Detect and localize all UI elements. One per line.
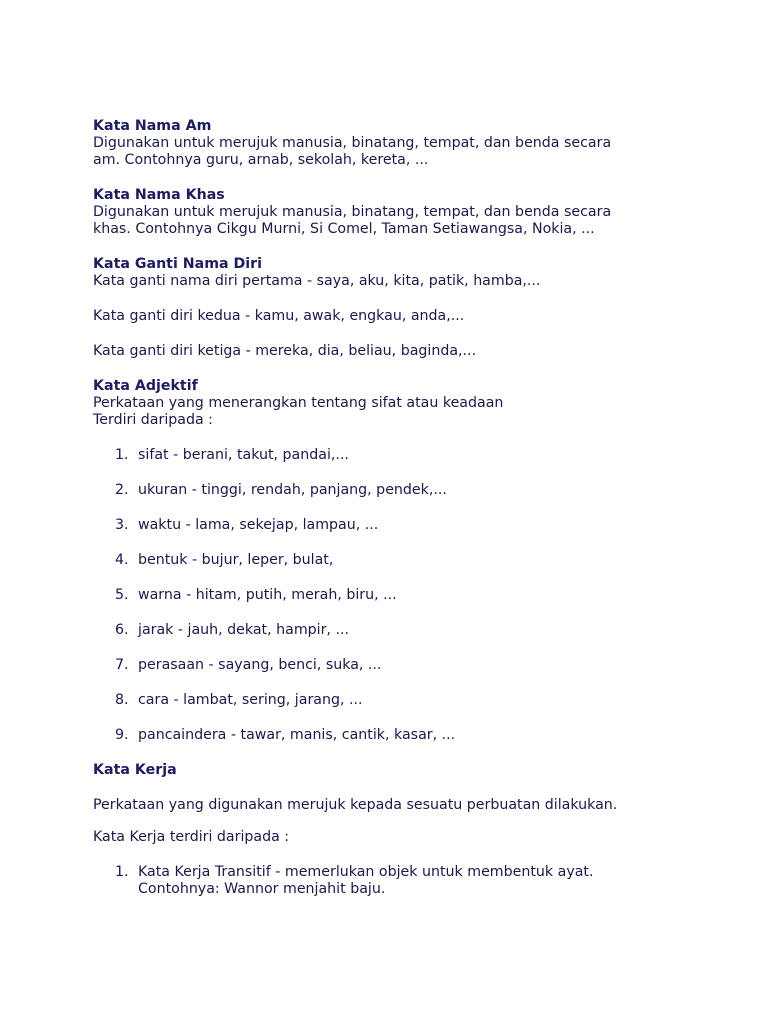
nama-khas-line-2: khas. Contohnya Cikgu Murni, Si Comel, Taman Setiawangsa, Nokia, ... xyxy=(93,221,595,237)
kerja-description: Perkataan yang digunakan merujuk kepada sesuatu perbuatan dilakukan. xyxy=(93,797,618,813)
list-item xyxy=(93,517,733,534)
document-page xyxy=(93,118,733,898)
list-number: 2. xyxy=(115,482,129,498)
list-item-text: bentuk - bujur, leper, bulat, xyxy=(138,552,334,568)
ganti-diri-ketiga: Kata ganti diri ketiga - mereka, dia, beliau, baginda,... xyxy=(93,343,477,359)
list-item-text: waktu - lama, sekejap, lampau, ... xyxy=(138,517,379,533)
heading-kata-nama-khas: Kata Nama Khas xyxy=(93,187,225,203)
adjektif-intro: Terdiri daripada : xyxy=(93,412,213,428)
nama-am-line-1: Digunakan untuk merujuk manusia, binatang, tempat, dan benda secara xyxy=(93,135,612,151)
list-item-text-line-2: Contohnya: Wannor menjahit baju. xyxy=(138,881,386,897)
list-item-text: perasaan - sayang, benci, suka, ... xyxy=(138,657,382,673)
list-number: 5. xyxy=(115,587,129,603)
list-item-text: jarak - jauh, dekat, hampir, ... xyxy=(138,622,349,638)
list-item-text: sifat - berani, takut, pandai,... xyxy=(138,447,349,463)
list-item-text: pancaindera - tawar, manis, cantik, kasar, ... xyxy=(138,727,456,743)
list-number: 1. xyxy=(115,447,129,463)
heading-kata-ganti-nama-diri: Kata Ganti Nama Diri xyxy=(93,256,263,272)
heading-kata-adjektif: Kata Adjektif xyxy=(93,378,198,394)
nama-am-line-2: am. Contohnya guru, arnab, sekolah, kereta, ... xyxy=(93,152,429,168)
list-number: 1. xyxy=(115,864,129,880)
list-item xyxy=(93,657,733,674)
list-number: 8. xyxy=(115,692,129,708)
adjektif-list xyxy=(93,447,733,744)
list-item-text: ukuran - tinggi, rendah, panjang, pendek,... xyxy=(138,482,447,498)
adjektif-description: Perkataan yang menerangkan tentang sifat atau keadaan xyxy=(93,395,504,411)
list-item xyxy=(93,447,733,464)
list-number: 6. xyxy=(115,622,129,638)
kerja-list xyxy=(93,864,733,898)
list-item xyxy=(93,552,733,569)
list-item xyxy=(93,864,733,898)
list-item xyxy=(93,622,733,639)
list-number: 7. xyxy=(115,657,129,673)
ganti-diri-pertama: Kata ganti nama diri pertama - saya, aku, kita, patik, hamba,... xyxy=(93,273,541,289)
list-item xyxy=(93,482,733,499)
list-number: 4. xyxy=(115,552,129,568)
nama-khas-line-1: Digunakan untuk merujuk manusia, binatang, tempat, dan benda secara xyxy=(93,204,612,220)
list-item xyxy=(93,587,733,604)
kerja-intro: Kata Kerja terdiri daripada : xyxy=(93,829,290,845)
ganti-diri-kedua: Kata ganti diri kedua - kamu, awak, engkau, anda,... xyxy=(93,308,465,324)
list-number: 9. xyxy=(115,727,129,743)
list-item xyxy=(93,692,733,709)
heading-kata-kerja: Kata Kerja xyxy=(93,762,177,778)
heading-kata-nama-am: Kata Nama Am xyxy=(93,118,212,134)
list-item-text: warna - hitam, putih, merah, biru, ... xyxy=(138,587,397,603)
list-item xyxy=(93,727,733,744)
list-item-text-line-1: Kata Kerja Transitif - memerlukan objek untuk membentuk ayat. xyxy=(138,864,594,880)
list-number: 3. xyxy=(115,517,129,533)
list-item-text: cara - lambat, sering, jarang, ... xyxy=(138,692,363,708)
